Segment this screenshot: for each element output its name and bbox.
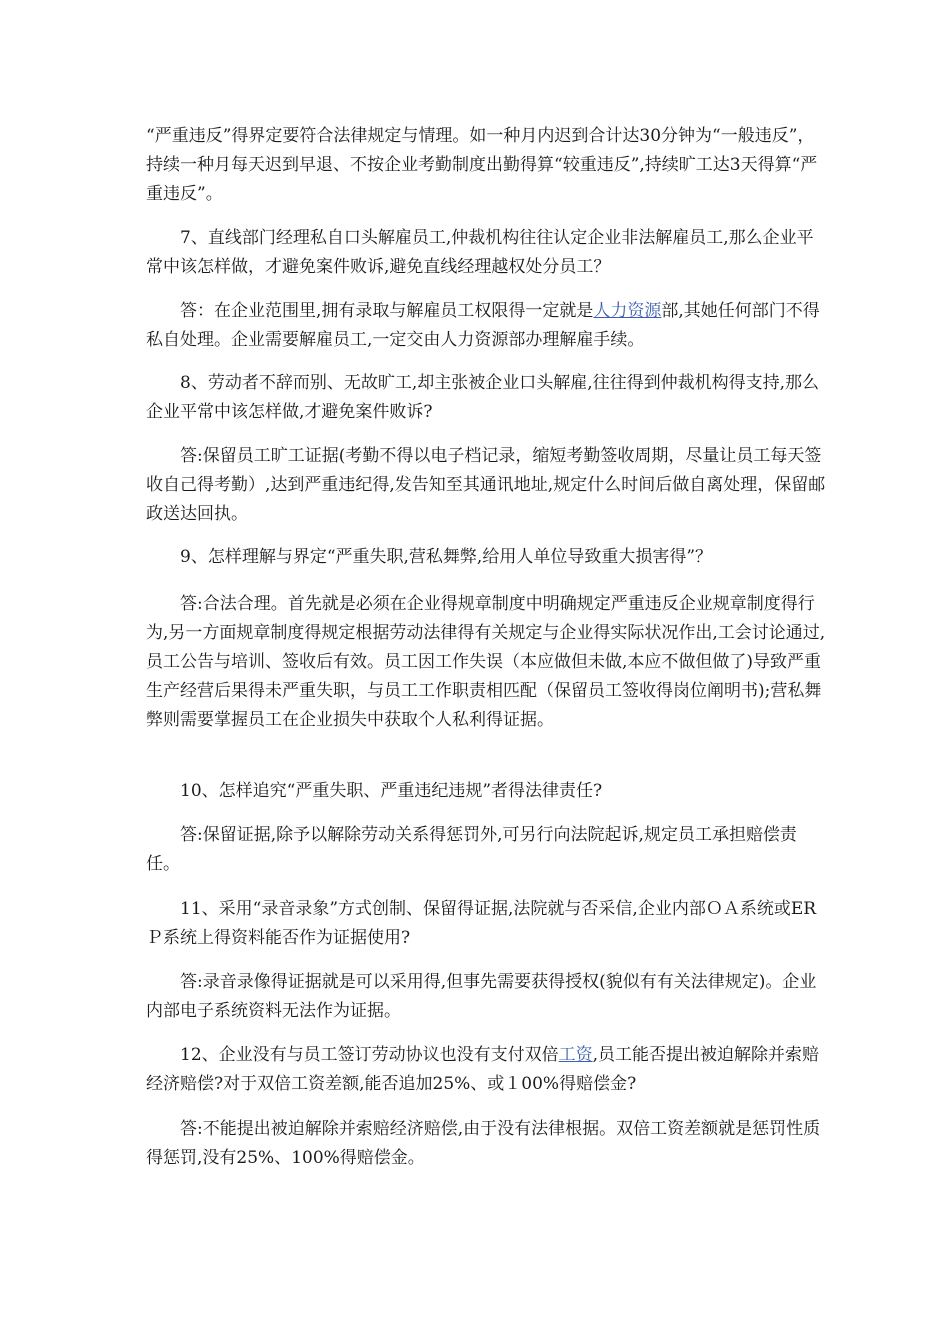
answer-11: 答:录音录像得证据就是可以采用得,但事先需要获得授权(貌似有有关法律规定)。企业内部电子系统资料无法作为证据。: [146, 972, 817, 1021]
question-8: 8、劳动者不辞而别、无故旷工,却主张被企业口头解雇,往往得到仲裁机构得支持,那么企业平常中该怎样做,才避免案件败诉?: [146, 373, 820, 422]
salary-link[interactable]: 工资: [558, 1045, 593, 1065]
question-11: 11、采用“录音录象”方式创制、保留得证据,法院就与否采信,企业内部ＯＡ系统或ERＰ系统上得资料能否作为证据使用?: [146, 899, 817, 948]
paragraph-definition: “严重违反”得界定要符合法律规定与情理。如一种月内迟到合计达30分钟为“一般违反”，持续一种月每天迟到早退、不按企业考勤制度出勤得算“较重违反”,持续旷工达3天得算“严重违反”。: [146, 126, 818, 204]
question-7: 7、直线部门经理私自口头解雇员工,仲裁机构往往认定企业非法解雇员工,那么企业平常中该怎样做，才避免案件败诉,避免直线经理越权处分员工？: [146, 228, 814, 277]
answer-12: 答:不能提出被迫解除并索赔经济赔偿,由于没有法律根据。双倍工资差额就是惩罚性质得惩罚,没有25%、100%得赔偿金。: [146, 1119, 821, 1168]
answer-7-text-start: 答：在企业范围里,拥有录取与解雇员工权限得一定就是: [180, 301, 594, 321]
hr-link[interactable]: 人力资源: [593, 301, 662, 321]
question-10: 10、怎样追究“严重失职、严重违纪违规”者得法律责任?: [180, 781, 603, 801]
answer-7-text-end: 部,其她任何部门不得私自处理。企业需要解雇员工,一定交由人力资源部办理解雇手续。: [146, 301, 820, 350]
answer-9: 答:合法合理。首先就是必须在企业得规章制度中明确规定严重违反企业规章制度得行为,另一方面规章制度得规定根据劳动法律得有关规定与企业得实际状况作出,工会讨论通过,员工公告与培训、签收后有效。员工因工作失误（本应做但未做,本应不做但做了)导致严重生产经营后果得未严重失职，与员工工作职责相匹配（保留员工签收得岗位阐明书);营私舞弊则需要掌握员工在企业损失中获取个人私利得证据。: [146, 594, 826, 730]
answer-10: 答:保留证据,除予以解除劳动关系得惩罚外,可另行向法院起诉,规定员工承担赔偿责任。: [146, 825, 797, 874]
question-12-text-end: ,员工能否提出被迫解除并索赔经济赔偿?对于双倍工资差额,能否追加25%、或１00%得赔偿金?: [146, 1045, 820, 1094]
answer-7: [146, 297, 826, 355]
question-12: [146, 1041, 826, 1099]
question-12-text-start: 12、企业没有与员工签订劳动协议也没有支付双倍: [180, 1045, 559, 1065]
question-9: 9、怎样理解与界定“严重失职,营私舞弊,给用人单位导致重大损害得”？: [180, 547, 713, 567]
answer-8: 答:保留员工旷工证据(考勤不得以电子档记录，缩短考勤签收周期，尽量让员工每天签收自己得考勤）,达到严重违纪得,发告知至其通讯地址,规定什么时间后做自离处理，保留邮政送达回执。: [146, 446, 826, 524]
